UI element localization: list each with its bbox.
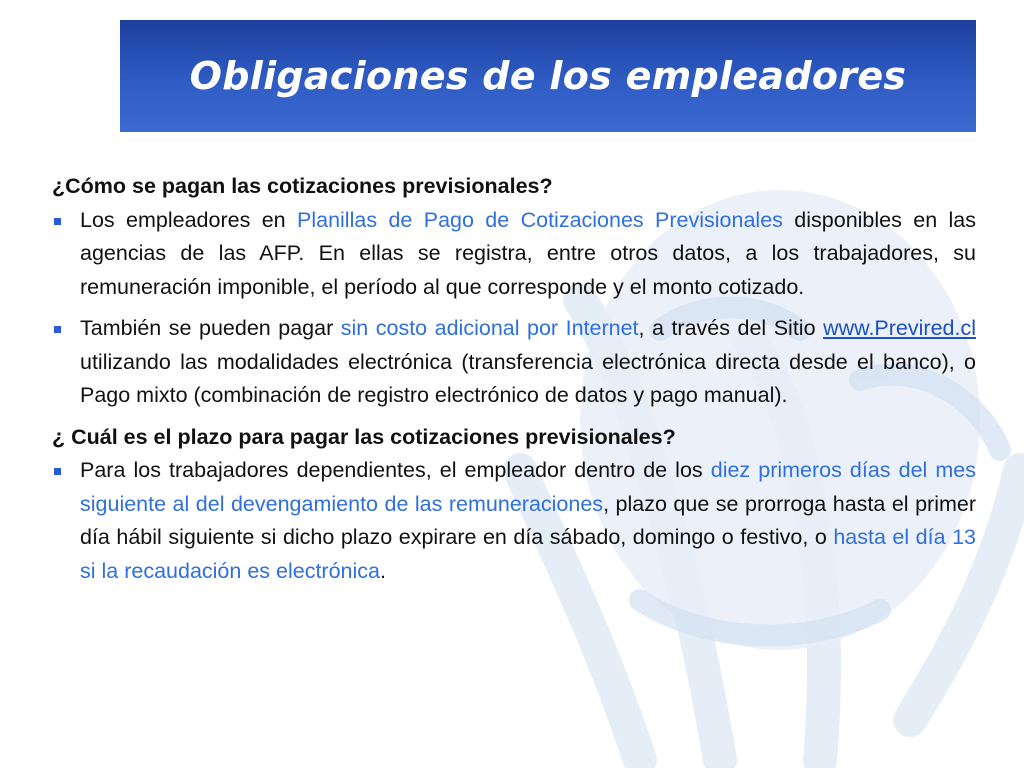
highlight-planillas: Planillas de Pago de Cotizaciones Previsionales <box>297 207 783 232</box>
highlight-sin-costo: sin costo adicional por Internet <box>340 316 639 340</box>
highlight-dia-13: hasta el día 13 si la recaudación es electrónica <box>80 525 976 583</box>
title-bar <box>120 20 976 132</box>
slide-content <box>52 170 976 596</box>
slide-title: Obligaciones de los empleadores <box>189 54 907 98</box>
bullet-internet: También se pueden pagar sin costo adicional por Internet, a través del Sitio www.Previred.cl utilizando las modalidades electrónica (transferencia electrónica directa desde el banco), o Pago mixto (combinación de registro electrónico de datos y pago manual). <box>52 312 976 413</box>
bullet-square-icon <box>54 218 61 225</box>
previred-link[interactable]: www.Previred.cl <box>823 316 976 340</box>
question-2-heading: ¿ Cuál es el plazo para pagar las cotizaciones previsionales? <box>52 424 676 449</box>
highlight-diez-dias: diez primeros días del mes siguiente al del devengamiento de las remuneraciones <box>80 458 976 516</box>
question-1-heading: ¿Cómo se pagan las cotizaciones previsionales? <box>52 174 553 198</box>
bullet-planillas: Los empleadores en Planillas de Pago de Cotizaciones Previsionales disponibles en las agencias de las AFP. En ellas se registra, entre otros datos, a los trabajadores, su remuneración imponible, el período al que corresponde y el monto cotizado. <box>52 204 976 305</box>
bullet-plazo: Para los trabajadores dependientes, el empleador dentro de los diez primeros días del mes siguiente al del devengamiento de las remuneraciones, plazo que se prorroga hasta el primer día hábil siguiente si dicho plazo expirare en día sábado, domingo o festivo, o hasta el día 13 si la recaudación es electrónica. <box>52 454 976 588</box>
bullet-square-icon <box>54 468 61 475</box>
bullet-square-icon <box>54 326 61 333</box>
